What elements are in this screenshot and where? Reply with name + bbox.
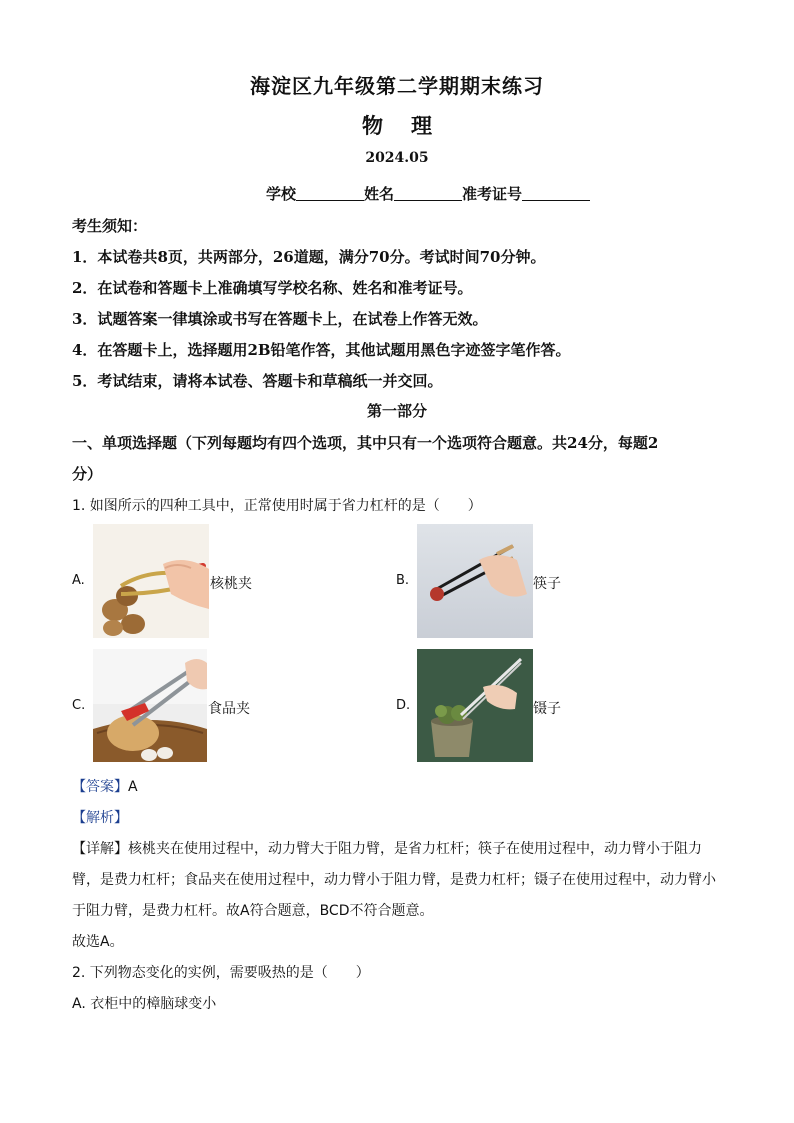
detail-line: 臂，是费力杠杆；食品夹在使用过程中，动力臂小于阻力臂，是费力杠杆；镊子在使用过程中，动力臂小: [72, 872, 716, 888]
subject-title: 物理: [362, 113, 460, 138]
chopsticks-photo: [417, 524, 533, 638]
question-2-option-a: A. 衣柜中的樟脑球变小: [72, 996, 217, 1012]
analysis-tag: 【解析】: [72, 810, 128, 826]
school-label: 学校: [266, 185, 297, 203]
food-tongs-photo: [93, 649, 207, 762]
detail-tag: 【详解】: [72, 841, 128, 857]
question-2-stem: 2. 下列物态变化的实例，需要吸热的是（ ）: [72, 965, 370, 981]
notice-rule: 1．本试卷共8页，共两部分，26道题，满分70分。考试时间70分钟。: [72, 248, 546, 266]
name-label: 姓名: [364, 185, 395, 203]
detail-line: 于阻力臂，是费力杠杆。故A符合题意，BCD不符合题意。: [72, 903, 434, 919]
section-heading-cont: 分）: [72, 465, 103, 483]
answer-tag: 【答案】: [72, 779, 128, 795]
option-b-letter: B.: [396, 573, 410, 588]
name-blank: [394, 186, 462, 201]
id-blank: [522, 186, 590, 201]
tweezers-photo: [417, 649, 533, 762]
notice-heading: 考生须知：: [72, 217, 148, 235]
detail-text: 核桃夹在使用过程中，动力臂大于阻力臂，是省力杠杆；筷子在使用过程中，动力臂小于阻力: [128, 841, 702, 857]
answer-line: [72, 776, 138, 796]
notice-rule: 3．试题答案一律填涂或书写在答题卡上，在试卷上作答无效。: [72, 310, 488, 328]
option-d-letter: D.: [396, 698, 411, 713]
option-c-label: 食品夹: [208, 701, 250, 717]
student-info-fields: [266, 183, 590, 204]
option-b-label: 筷子: [533, 576, 561, 592]
detail-line: [72, 838, 702, 858]
section-heading: 一、单项选择题（下列每题均有四个选项，其中只有一个选项符合题意。共24分，每题2: [72, 434, 659, 452]
option-a-label: 核桃夹: [210, 576, 252, 592]
notice-rule: 4．在答题卡上，选择题用2B铅笔作答，其他试题用黑色字迹签字笔作答。: [72, 341, 571, 359]
id-label: 准考证号: [462, 185, 523, 203]
option-a-letter: A.: [72, 573, 85, 588]
option-c-letter: C.: [72, 698, 86, 713]
conclusion-line: 故选A。: [72, 934, 124, 950]
part-title: 第一部分: [366, 402, 427, 420]
notice-rule: 5．考试结束，请将本试卷、答题卡和草稿纸一并交回。: [72, 372, 443, 390]
option-d-label: 镊子: [533, 701, 561, 717]
question-1-stem: 1. 如图所示的四种工具中，正常使用时属于省力杠杆的是（ ）: [72, 498, 482, 514]
walnut-cracker-photo: [93, 524, 209, 638]
notice-rule: 2．在试卷和答题卡上准确填写学校名称、姓名和准考证号。: [72, 279, 473, 297]
exam-title: 海淀区九年级第二学期期末练习: [250, 74, 544, 98]
answer-value: A: [128, 779, 138, 795]
exam-date: 2024.05: [365, 150, 429, 166]
analysis-line: [72, 807, 128, 827]
school-blank: [296, 186, 364, 201]
